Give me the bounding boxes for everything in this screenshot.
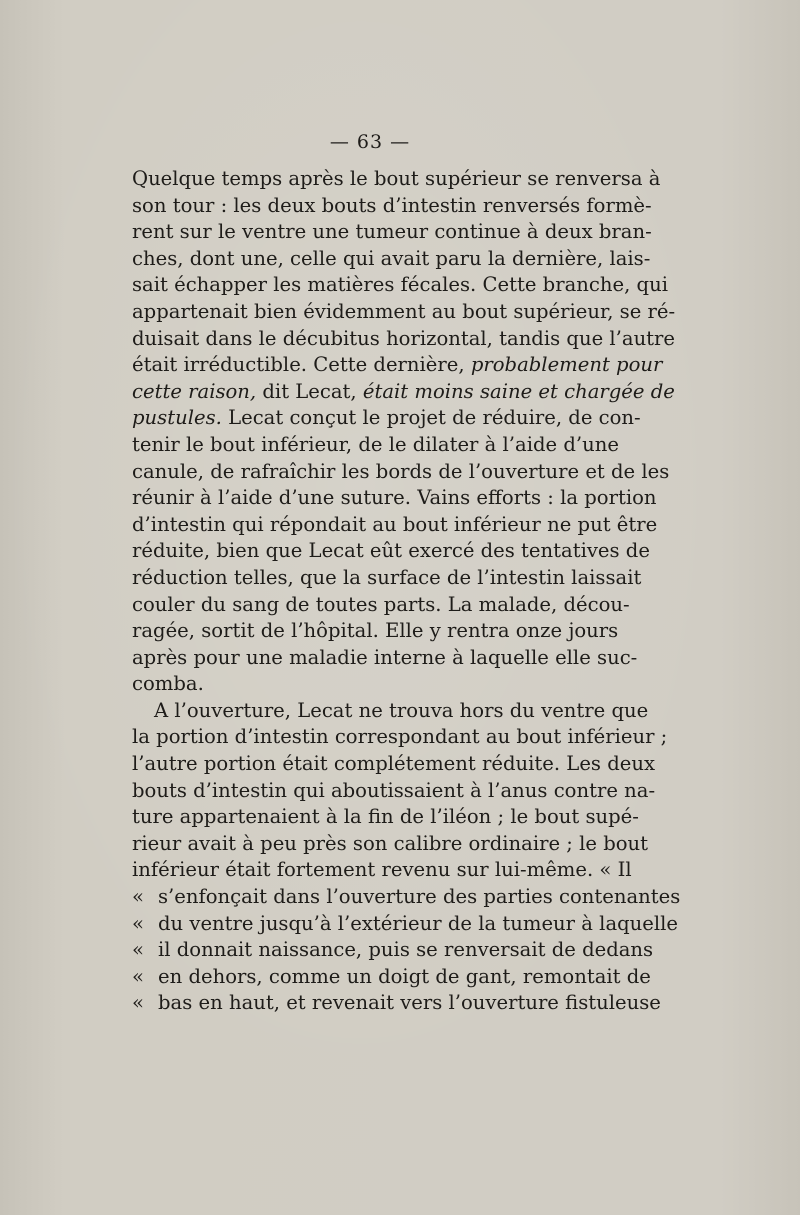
italic-run: était moins saine et chargée de xyxy=(362,379,675,403)
text-run: était irréductible. Cette dernière, xyxy=(132,353,471,377)
text-line xyxy=(132,990,661,1017)
quote-mark: « xyxy=(132,938,144,962)
body-text xyxy=(132,166,681,1017)
text-line: rent sur le ventre une tumeur continue à deux bran- xyxy=(132,220,652,244)
text-line: inférieur était fortement revenu sur lui-même. « Il xyxy=(132,858,632,882)
text-run: Lecat conçut le projet de réduire, de con- xyxy=(221,406,641,430)
text-line: canule, de rafraîchir les bords de l’ouverture et de les xyxy=(132,459,670,483)
text-line: réduite, bien que Lecat eût exercé des tentatives de xyxy=(132,539,650,563)
text-line: duisait dans le décubitus horizontal, tandis que l’autre xyxy=(132,326,676,350)
text-line xyxy=(132,352,663,379)
text-line: appartenait bien évidemment au bout supérieur, se ré- xyxy=(132,299,676,323)
text-run: s’enfonçait dans l’ouverture des parties contenantes xyxy=(158,885,681,909)
quote-mark: « xyxy=(132,964,144,988)
text-line: ture appartenaient à la fin de l’iléon ; le bout supé- xyxy=(132,805,639,829)
text-line xyxy=(132,964,651,991)
text-line xyxy=(132,884,681,911)
text-line: ches, dont une, celle qui avait paru la dernière, lais- xyxy=(132,246,651,270)
text-line: Quelque temps après le bout supérieur se renversa à xyxy=(132,167,661,190)
text-line: réduction telles, que la surface de l’intestin laissait xyxy=(132,565,642,589)
text-run: dit Lecat, xyxy=(256,379,363,403)
quote-mark: « xyxy=(132,911,144,935)
quote-mark: « xyxy=(132,991,144,1015)
text-line xyxy=(132,379,675,406)
text-line: bouts d’intestin qui aboutissaient à l’anus contre na- xyxy=(132,778,656,802)
text-line xyxy=(132,937,654,964)
text-line: couler du sang de toutes parts. La malade, décou- xyxy=(132,592,630,616)
text-line: sait échapper les matières fécales. Cette branche, qui xyxy=(132,273,668,297)
text-line: après pour une maladie interne à laquelle elle suc- xyxy=(132,645,638,669)
text-line: tenir le bout inférieur, de le dilater à l’aide d’une xyxy=(132,432,619,456)
italic-run: pustules. xyxy=(132,406,222,430)
quote-mark: « xyxy=(132,885,144,909)
text-line: l’autre portion était complétement réduite. Les deux xyxy=(132,752,656,776)
text-line: comba. xyxy=(132,672,204,696)
italic-run: cette raison, xyxy=(132,379,257,403)
text-run: du ventre jusqu’à l’extérieur de la tumeur à laquelle xyxy=(158,911,679,935)
italic-run: probablement pour xyxy=(470,353,663,377)
text-line: la portion d’intestin correspondant au bout inférieur ; xyxy=(132,725,668,749)
text-run: en dehors, comme un doigt de gant, remontait de xyxy=(158,964,651,988)
text-run: il donnait naissance, puis se renversait de dedans xyxy=(158,938,654,962)
text-line: rieur avait à peu près son calibre ordinaire ; le bout xyxy=(132,831,649,855)
text-line: ragée, sortit de l’hôpital. Elle y rentra onze jours xyxy=(132,619,619,643)
text-run: bas en haut, et revenait vers l’ouverture fistuleuse xyxy=(158,991,661,1015)
text-line: A l’ouverture, Lecat ne trouva hors du ventre que xyxy=(154,698,649,722)
text-line xyxy=(132,405,641,432)
page-number: — 63 — xyxy=(329,131,411,153)
text-line: d’intestin qui répondait au bout inférieur ne put être xyxy=(132,512,658,536)
text-line: son tour : les deux bouts d’intestin renversés formè- xyxy=(132,193,652,217)
text-line: réunir à l’aide d’une suture. Vains efforts : la portion xyxy=(132,486,657,510)
text-line xyxy=(132,911,679,938)
